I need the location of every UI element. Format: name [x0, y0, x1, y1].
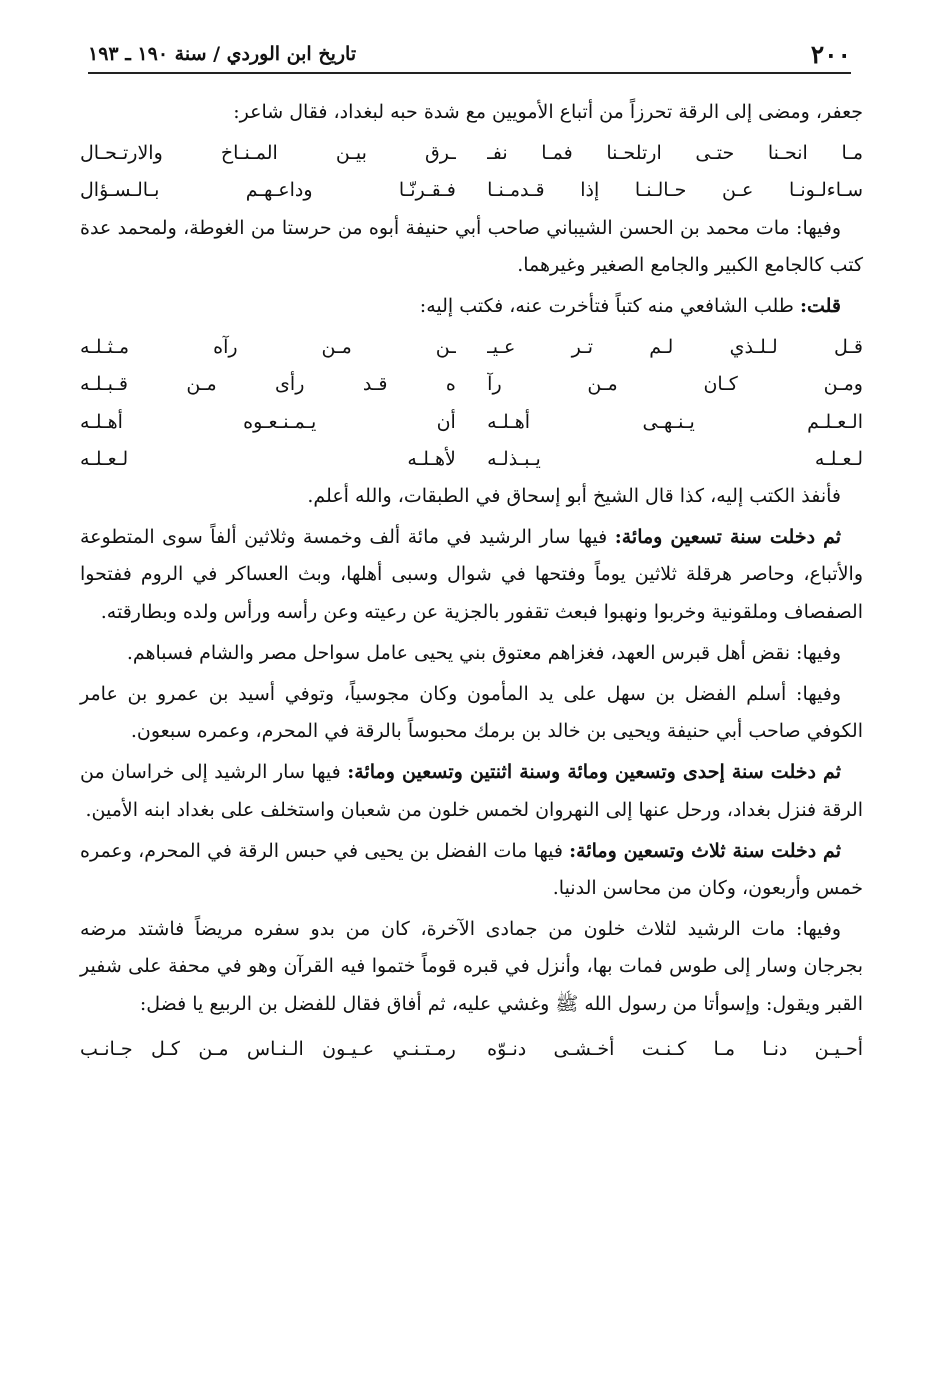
verse-hemistich-right: الـعـلـم يـنـهـى أهـلـه — [487, 410, 863, 433]
verse-line — [80, 404, 863, 441]
verse-line — [80, 135, 863, 172]
paragraph-5 — [80, 519, 863, 631]
paragraph-9 — [80, 833, 863, 907]
page-number: ٢٠٠ — [810, 39, 851, 69]
section-heading: ثم دخلت سنة إحدى وتسعين ومائة وسنة اثنتين وتسعين ومائة: — [347, 761, 841, 784]
verse-hemistich-right: مـا انحـنا حتـى ارتلحـنا فمـا نفـ — [487, 142, 863, 165]
verse-hemistich-right: لـعـلـه يـبـذلـه — [487, 447, 863, 470]
paragraph-6: وفيها: نقض أهل قبرس العهد، فغزاهم معتوق بني يحيى عامل سواحل مصر والشام فسباهم. — [126, 641, 841, 664]
page-body — [80, 94, 863, 1068]
paragraph-4: فأنفذ الكتب إليه، كذا قال الشيخ أبو إسحاق في الطبقات، والله أعلم. — [307, 484, 841, 507]
paragraph-10: وفيها: مات الرشيد لثلاث خلون من جمادى الآخرة، كان من بدو سفره مريضاً فاشتد مرضه بجرجان وسار إلى طوس فمات بها، وأنزل في قبره قوماً ختموا فيه القرآن وهو في محفة على شفير القبر ويقول: وإسوأتا من رسول الله ﷺ وغشي عليه، ثم أفاق فقال للفضل بن الربيع يا فضل: — [80, 918, 863, 1015]
paragraph-text: طلب الشافعي منه كتباً فتأخرت عنه، فكتب إليه: — [419, 294, 794, 317]
verse-hemistich-left: ه قـد رأى مـن قـبـلـه — [80, 373, 456, 396]
paragraph-3 — [80, 288, 863, 325]
verse-block-3 — [80, 1031, 863, 1068]
verse-line — [80, 329, 863, 366]
verse-hemistich-left: رمـتـنـي عـيـون الـنـاس مـن كـل جـانـب — [80, 1037, 456, 1060]
paragraph-8 — [80, 754, 863, 828]
verse-hemistich-left: ـن مـن رآه مـثـلـه — [80, 336, 456, 359]
verse-block-2 — [80, 329, 863, 478]
paragraph-2: وفيها: مات محمد بن الحسن الشيباني صاحب أبي حنيفة أبوه من حرستا من الغوطة، ولمحمد عدة كتب كالجامع الكبير والجامع الصغير وغيرهما. — [80, 216, 863, 276]
paragraph-lead: قلت: — [799, 294, 841, 317]
paragraph-text: فيها سار الرشيد في مائة ألف وخمسة وثلاثين ألفاً سوى المتطوعة والأتباع، وحاصر هرقلة ثلاثين يوماً وفتحها في شوال وسبى أهلها، وبث العساكر في الروم ففتحوا الصفصاف وملقونية وخربوا ونهبوا فبعث تقفور بالجزية عن رعيته وعن رأسه ورأس ولده وبطارقته. — [80, 526, 863, 623]
section-heading: ثم دخلت سنة تسعين ومائة: — [614, 526, 841, 549]
paragraph-text: فيها سار الرشيد إلى خراسان من الرقة فنزل بغداد، ورحل عنها إلى النهروان لخمس خلون من شعبان واستخلف على بغداد ابنه الأمين. — [80, 761, 863, 821]
paragraph-7: وفيها: أسلم الفضل بن سهل على يد المأمون وكان مجوسياً، وتوفي أسيد بن عمرو بن عامر الكوفي صاحب أبي حنيفة ويحيى بن خالد بن برمك محبوساً بالرقة في المحرم، وعمره سبعون. — [80, 682, 863, 743]
verse-hemistich-right: سـاءلـونـا عـن حـالـنـا إذا قـدمـنـا — [487, 179, 863, 202]
verse-line — [80, 366, 863, 403]
verse-line — [80, 441, 863, 478]
verse-hemistich-right: ومـن كـان مـن رآ — [487, 373, 863, 396]
paragraph-1: جعفر، ومضى إلى الرقة تحرزاً من أتباع الأمويين مع شدة حبه لبغداد، فقال شاعر: — [233, 101, 863, 123]
verse-hemistich-left: ـرق بيـن المـنـاخ والارتـحـال — [80, 142, 456, 165]
verse-hemistich-left: لأهـلـه لـعـلـه — [80, 447, 456, 470]
verse-hemistich-right: أحـيـن دنـا مـا كـنـت أخـشـى دنـوّه — [487, 1037, 863, 1060]
verse-hemistich-left: فـقـرنّـا وداعـهـم بـالـسـؤال — [80, 179, 456, 202]
paragraph-text: فيها مات الفضل بن يحيى في حبس الرقة في المحرم، وعمره خمس وأربعون، وكان من محاسن الدنيا. — [80, 839, 863, 899]
verse-line — [80, 172, 863, 209]
section-heading: ثم دخلت سنة ثلاث وتسعين ومائة: — [569, 839, 841, 862]
verse-hemistich-left: أن يـمـنـعـوه أهـلـه — [80, 410, 456, 433]
verse-hemistich-right: قـل لـلـذي لـم تـر عـيـ — [487, 336, 863, 359]
page-header — [88, 34, 851, 74]
verse-line — [80, 1031, 863, 1068]
running-title: تاريخ ابن الوردي / سنة ١٩٠ ـ ١٩٣ — [88, 43, 357, 65]
verse-block-1 — [80, 135, 863, 209]
header-rule — [88, 72, 851, 74]
